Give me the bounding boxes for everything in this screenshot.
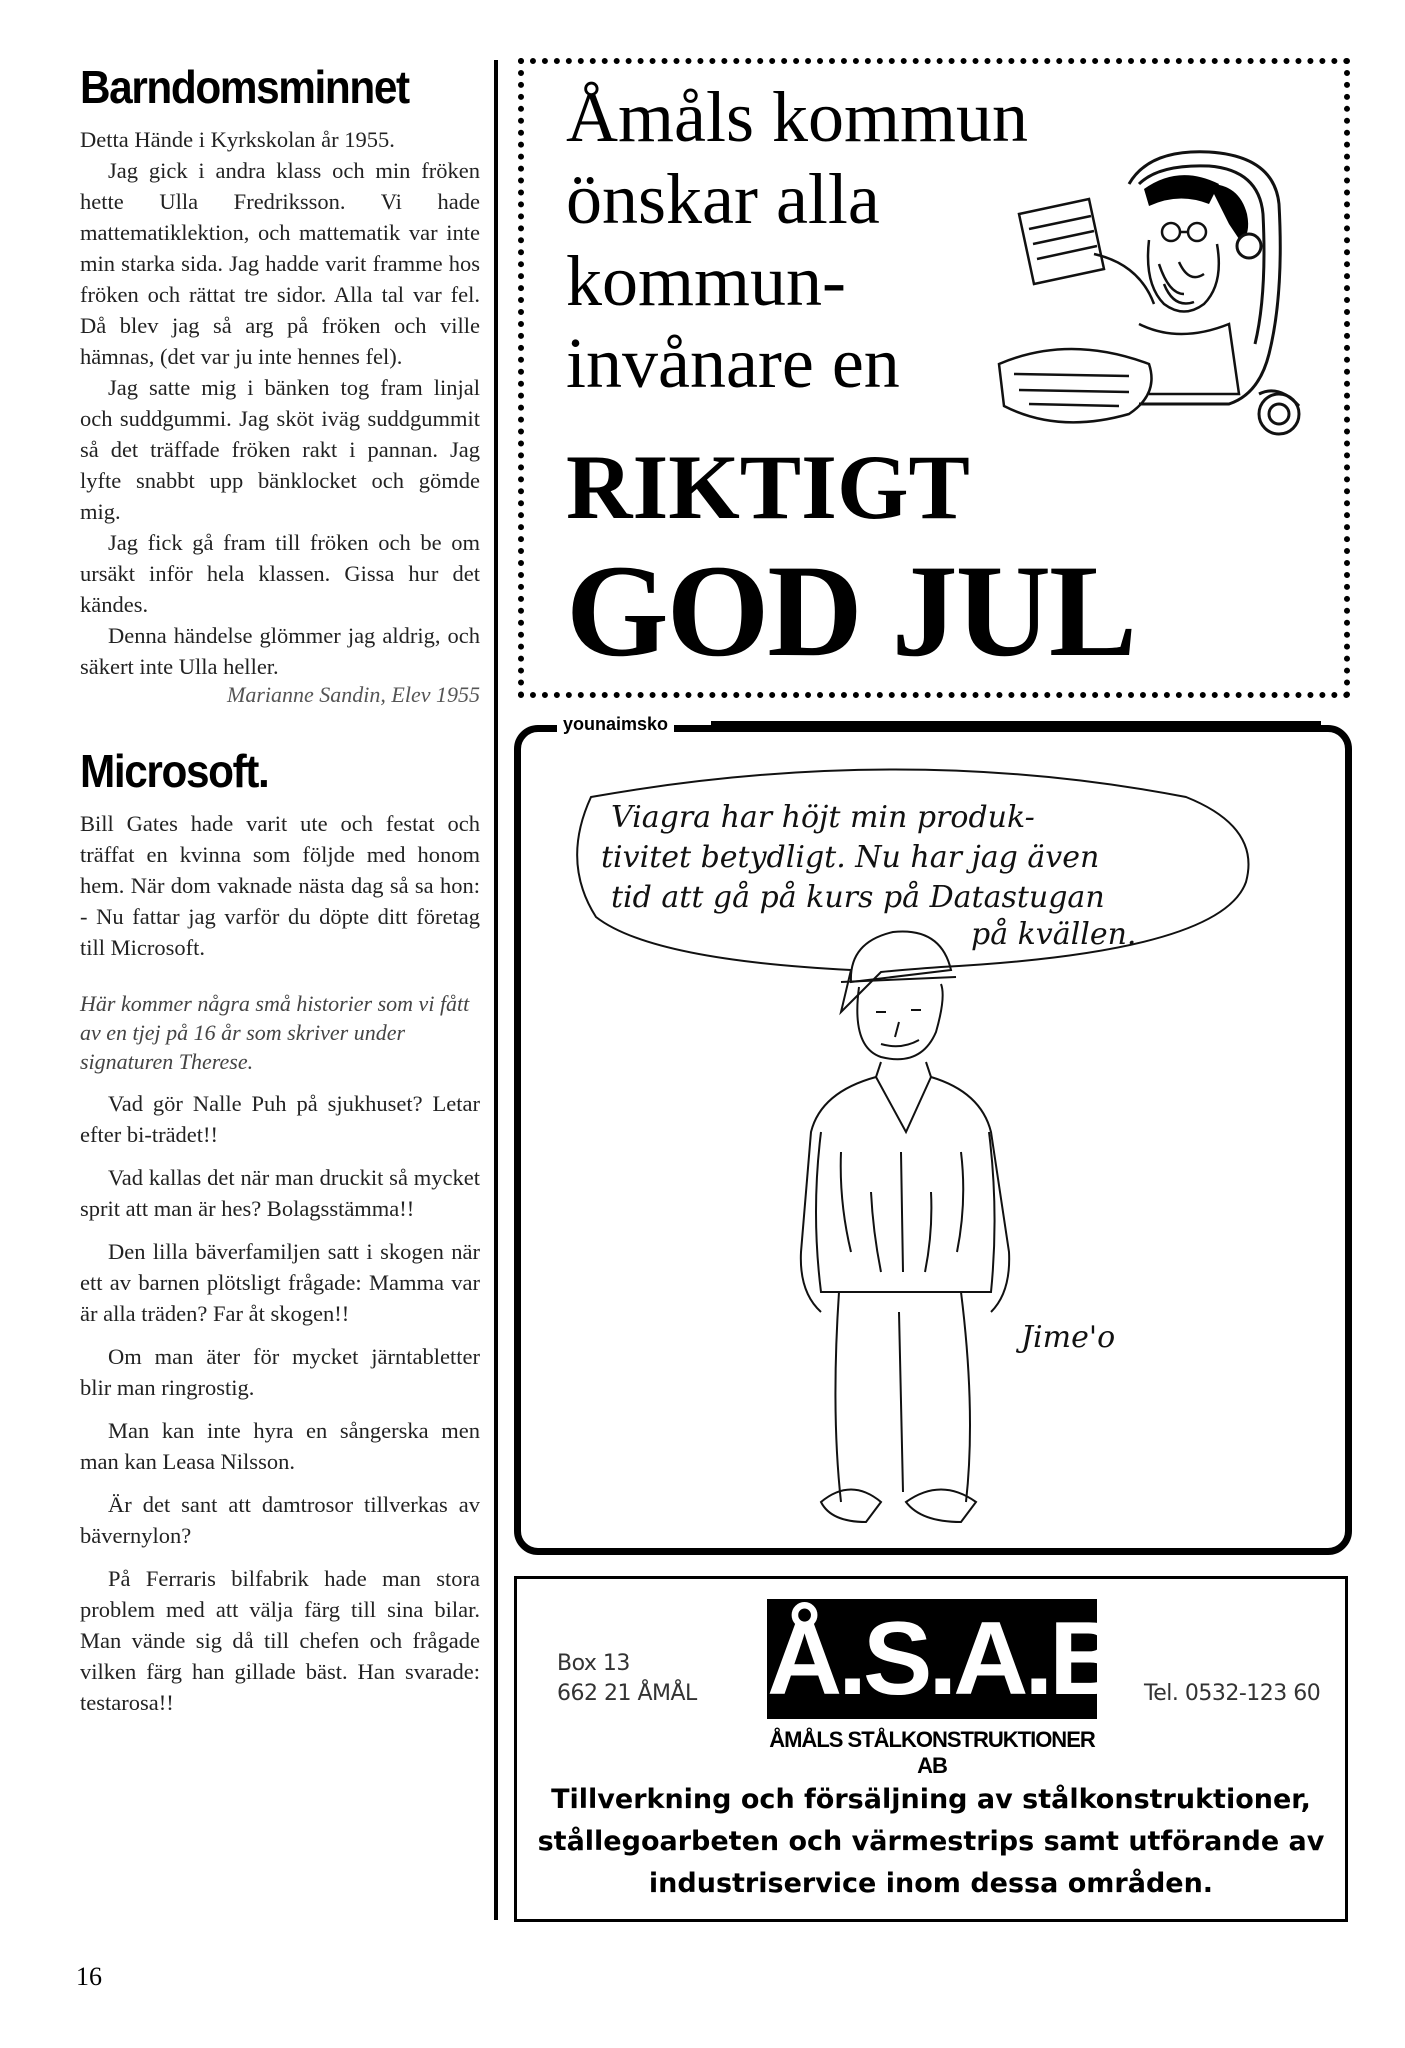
- comic-title-bar: [711, 721, 1321, 730]
- story-paragraph: Denna händelse glömmer jag aldrig, och säkert inte Ulla heller.: [80, 623, 480, 679]
- ad-description-line: stållegoarbeten och värmestrips samt utförande av: [537, 1826, 1325, 1857]
- christmas-greeting-box: [518, 58, 1350, 698]
- greeting-line: Åmåls kommun: [566, 77, 1028, 157]
- column-divider: [494, 60, 498, 1920]
- comic-title: younaimsko: [557, 714, 674, 735]
- santa-illustration: [979, 144, 1319, 454]
- story-paragraph: Jag fick gå fram till fröken och be om ursäkt inför hela klassen. Gissa hur det kändes.: [80, 530, 480, 617]
- ad-description: [537, 1779, 1325, 1905]
- joke-item: Den lilla bäverfamiljen satt i skogen när ett av barnen plötsligt frågade: Mamma var är alla träden? Far åt skogen!!: [80, 1239, 480, 1326]
- left-column: [80, 60, 480, 1718]
- story-paragraph: Detta Hände i Kyrkskolan år 1955.: [80, 127, 395, 152]
- speech-line: på kvällen.: [971, 917, 1137, 952]
- joke-item: Är det sant att damtrosor tillverkas av bävernylon?: [80, 1492, 480, 1548]
- joke-item: Man kan inte hyra en sångerska men man kan Leasa Nilsson.: [80, 1418, 480, 1474]
- comic-drawing: [521, 732, 1345, 1548]
- ad-description-line: Tillverkning och försäljning av stålkonstruktioner,: [551, 1784, 1311, 1815]
- ad-address-line: 662 21 ÅMÅL: [557, 1681, 697, 1706]
- story-paragraph: Jag gick i andra klass och min fröken hette Ulla Fredriksson. Vi hade mattematiklektion, och mattematik var inte min starka sida. Jag hadde varit framme hos fröken och rättat tre sidor. Alla tal var fel. Då blev jag så arg på fröken och ville hämnas, (det var ju inte hennes fel).: [80, 158, 480, 369]
- ad-address-line: Box 13: [557, 1651, 630, 1676]
- asab-logo: Å.S.A.B.: [767, 1601, 1146, 1717]
- ad-description-line: industriservice inom dessa områden.: [648, 1868, 1214, 1899]
- greeting-line: kommun-: [566, 241, 846, 321]
- story-paragraph: Bill Gates hade varit ute och festat och träffat en kvinna som följde med honom hem. När dom vaknade nästa dag så sa hon: - Nu fattar jag varför du döpte ditt företag till Microsoft.: [80, 811, 480, 960]
- greeting-god-jul: GOD JUL: [566, 537, 1136, 684]
- artist-signature: Jime'o: [1021, 1320, 1116, 1355]
- comic-panel: [514, 714, 1352, 1555]
- ad-phone: Tel. 0532-123 60: [1144, 1681, 1321, 1706]
- joke-item: Om man äter för mycket järntabletter blir man ringrostig.: [80, 1344, 480, 1400]
- speech-line: Viagra har höjt min produk-: [611, 800, 1035, 835]
- asab-advertisement: [514, 1576, 1348, 1922]
- page-number: 16: [76, 1962, 102, 1991]
- greeting-line: invånare en: [566, 323, 900, 403]
- speech-line: tivitet betydligt. Nu har jag även: [601, 840, 1100, 875]
- ad-company-name: ÅMÅLS STÅLKONSTRUKTIONER AB: [769, 1727, 1095, 1778]
- joke-item: Vad gör Nalle Puh på sjukhuset? Letar efter bi-trädet!!: [80, 1091, 480, 1147]
- story-title-barndomsminnet: Barndomsminnet: [80, 61, 409, 113]
- greeting-riktigt: RIKTIGT: [566, 436, 970, 538]
- speech-line: tid att gå på kurs på Datastugan: [611, 880, 1105, 915]
- story-signature: Marianne Sandin, Elev 1955: [227, 682, 480, 707]
- story-paragraph: Jag satte mig i bänken tog fram linjal och suddgummi. Jag sköt iväg suddgummit så det träffade fröken rakt i pannan. Jag lyfte snabbt upp bänklocket och gömde mig.: [80, 375, 480, 524]
- story-title-microsoft: Microsoft.: [80, 745, 269, 797]
- joke-item: På Ferraris bilfabrik hade man stora problem med att välja färg till sina bilar. Man vände sig då till chefen och frågade vilken färg han gillade bäst. Han svarade: testarosa!!: [80, 1566, 480, 1715]
- jokes-intro: Här kommer några små historier som vi fått av en tjej på 16 år som skriver under signaturen Therese.: [80, 991, 470, 1074]
- greeting-line: önskar alla: [566, 159, 880, 239]
- joke-item: Vad kallas det när man druckit så mycket sprit att man är hes? Bolagsstämma!!: [80, 1165, 480, 1221]
